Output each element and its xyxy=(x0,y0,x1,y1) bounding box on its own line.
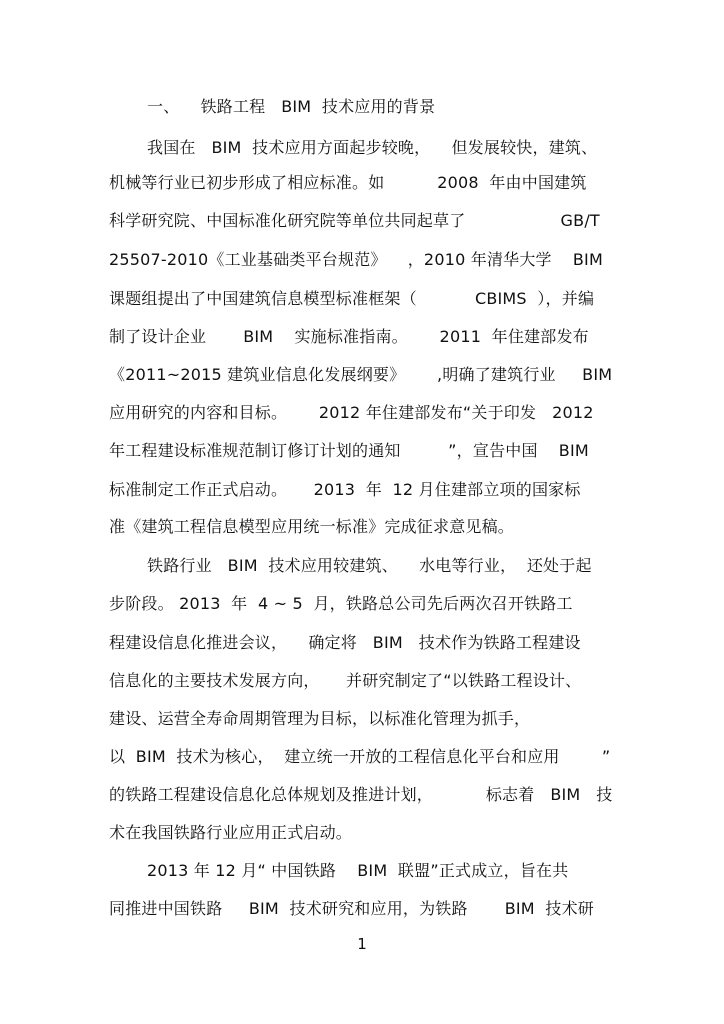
paragraph-1-line-5: 课题组提出了中国建筑信息模型标准框架（ CBIMS ），并编 xyxy=(109,289,595,308)
paragraph-1-line-6: 制了设计企业 BIM 实施标准指南。 2011 年住建部发布 xyxy=(109,327,589,346)
paragraph-2-line-4: 信息化的主要技术发展方向， 并研究制定了“以铁路工程设计、 xyxy=(109,671,582,690)
paragraph-3-line-2: 同推进中国铁路 BIM 技术研究和应用，为铁路 BIM 技术研 xyxy=(109,899,594,918)
paragraph-1-line-1: 我国在 BIM 技术应用方面起步较晚， 但发展较快，建筑、 xyxy=(147,138,598,157)
paragraph-1-line-4: 25507-2010《工业基础类平台规范》 ，2010 年清华大学 BIM xyxy=(109,250,603,269)
paragraph-1-line-10: 标准制定工作正式启动。 2013 年 12 月住建部立项的国家标 xyxy=(109,480,581,499)
paragraph-2-line-8: 术在我国铁路行业应用正式启动。 xyxy=(109,823,353,842)
paragraph-1-line-3: 科学研究院、中国标准化研究院等单位共同起草了 GB/T xyxy=(109,211,600,230)
paragraph-2-line-6: 以 BIM 技术为核心， 建立统一开放的工程信息化平台和应用 ” xyxy=(109,747,611,766)
section-heading: 一、 铁路工程 BIM 技术应用的背景 xyxy=(147,97,436,116)
paragraph-3-line-1: 2013 年 12 月“ 中国铁路 BIM 联盟”正式成立，旨在共 xyxy=(147,861,569,880)
paragraph-1-line-7: 《2011~2015 建筑业信息化发展纲要》 ,明确了建筑行业 BIM xyxy=(109,365,613,384)
paragraph-2-line-7: 的铁路工程建设信息化总体规划及推进计划， 标志着 BIM 技 xyxy=(109,785,613,804)
paragraph-2-line-2: 步阶段。 2013 年 4 ~ 5 月，铁路总公司先后两次召开铁路工 xyxy=(109,594,573,613)
paragraph-1-line-2: 机械等行业已初步形成了相应标准。如 2008 年由中国建筑 xyxy=(109,173,587,192)
paragraph-1-line-9: 年工程建设标准规范制订修订计划的通知 ”，宣告中国 BIM xyxy=(109,441,589,460)
paragraph-2-line-3: 程建设信息化推进会议， 确定将 BIM 技术作为铁路工程建设 xyxy=(109,633,581,652)
paragraph-2-line-1: 铁路行业 BIM 技术应用较建筑、 水电等行业， 还处于起 xyxy=(147,556,592,575)
page-number: 1 xyxy=(357,935,367,953)
paragraph-1-line-8: 应用研究的内容和目标。 2012 年住建部发布“关于印发 2012 xyxy=(109,403,594,422)
paragraph-1-line-11: 准《建筑工程信息模型应用统一标准》完成征求意见稿。 xyxy=(109,517,515,536)
paragraph-2-line-5: 建设、运营全寿命周期管理为目标，以标准化管理为抓手， xyxy=(109,709,531,728)
